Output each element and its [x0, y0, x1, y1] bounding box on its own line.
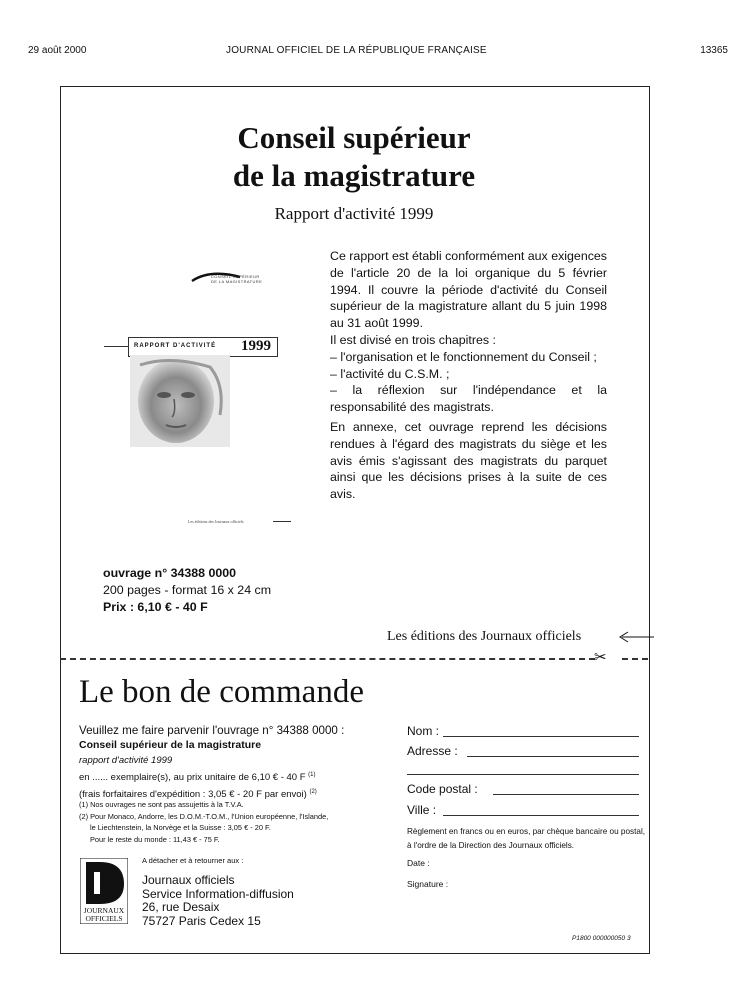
- footnote: Pour le reste du monde : 11,43 € - 75 F.: [90, 834, 220, 844]
- cut-line: [60, 658, 595, 660]
- marianne-portrait-image: [130, 355, 230, 447]
- footnote: (1) Nos ouvrages ne sont pas assujettis à la T.V.A.: [79, 800, 244, 809]
- name-input-line[interactable]: [443, 736, 639, 737]
- book-description: [330, 248, 607, 503]
- address-line: 75727 Paris Cedex 15: [142, 913, 261, 928]
- cover-rule: [104, 346, 128, 347]
- book-subtitle: Rapport d'activité 1999: [274, 204, 434, 223]
- address-input-line-2[interactable]: [407, 774, 639, 775]
- request-book-subtitle: rapport d'activité 1999: [79, 755, 173, 766]
- header-journal-title: JOURNAL OFFICIEL DE LA RÉPUBLIQUE FRANÇAISE: [226, 45, 487, 56]
- postal-code-field[interactable]: [407, 782, 639, 796]
- book-cover: [118, 255, 298, 535]
- cover-arrow-icon: [273, 521, 291, 522]
- cover-title-label: [128, 337, 278, 357]
- return-address: [142, 874, 294, 928]
- book-order-info: [103, 565, 271, 616]
- date-label: Date :: [407, 858, 430, 868]
- request-quantity-line: en ...... exemplaire(s), au prix unitaire de 6,10 € - 40 F $^{(1)}$: [79, 772, 316, 784]
- address-field-2[interactable]: [407, 762, 639, 776]
- book-title-line2: de la magistrature: [232, 158, 476, 193]
- address-line: Service Information-diffusion: [142, 886, 294, 901]
- request-book-title: Conseil supérieur de la magistrature: [79, 739, 262, 751]
- description-chapter: – la réflexion sur l'indépendance et la responsabilité des magistrats.: [330, 383, 607, 415]
- cover-publisher: Les éditions des Journaux officiels: [188, 519, 244, 524]
- document-reference: P1800 000000050 3: [572, 935, 631, 942]
- header-date: 29 août 2000: [28, 45, 87, 56]
- footnote: (2) Pour Monaco, Andorre, les D.O.M.-T.O.M., l'Union européenne, l'Islande,: [79, 811, 329, 821]
- address-line: Journaux officiels: [142, 873, 235, 887]
- cover-label-text: RAPPORT D'ACTIVITÉ: [134, 343, 217, 349]
- arrow-left-icon: [618, 630, 654, 644]
- detach-instruction: A détacher et à retourner aux :: [142, 856, 244, 865]
- logo-text-journaux: JOURNAUX: [83, 906, 125, 915]
- header-page-number: 13365: [700, 45, 728, 56]
- description-annex: En annexe, cet ouvrage reprend les décisions rendues à l'égard des magistrats du siège et les avis émis s'agissant des magistrats du parquet ainsi que les décisions prises à la suite de ces avis.: [330, 419, 607, 502]
- request-line: Veuillez me faire parvenir l'ouvrage n° 34388 0000 :: [79, 724, 345, 737]
- logo-text-officiels: OFFICIELS: [85, 914, 123, 923]
- description-chapter: – l'activité du C.S.M. ;: [330, 366, 450, 381]
- address-label: Adresse :: [407, 744, 458, 758]
- scissors-icon: ✂: [594, 649, 607, 666]
- description-chapters-intro: Il est divisé en trois chapitres :: [330, 332, 496, 347]
- payment-instructions: Règlement en francs ou en euros, par chèque bancaire ou postal, à l'ordre de la Direction des Journaux officiels.: [407, 827, 646, 850]
- signature-label: Signature :: [407, 879, 449, 889]
- footnotes: [79, 799, 409, 845]
- order-request: [79, 723, 399, 802]
- city-label: Ville :: [407, 803, 437, 817]
- journaux-officiels-logo: [80, 858, 128, 924]
- address-input-line[interactable]: [467, 756, 639, 757]
- city-field[interactable]: [407, 803, 639, 817]
- footnote: le Liechtenstein, la Norvège et la Suisse : 3,05 € - 20 F.: [90, 823, 271, 832]
- address-line: 26, rue Desaix: [142, 900, 220, 915]
- name-field[interactable]: [407, 724, 639, 738]
- book-title-line1: Conseil supérieur: [237, 120, 471, 155]
- page-header: [28, 45, 728, 59]
- city-input-line[interactable]: [443, 815, 639, 816]
- cover-year: 1999: [241, 338, 271, 354]
- book-number: ouvrage n° 34388 0000: [103, 566, 237, 580]
- postal-code-input-line[interactable]: [493, 794, 639, 795]
- book-price: Prix : 6,10 € - 40 F: [103, 600, 208, 614]
- description-chapter: – l'organisation et le fonctionnement du Conseil ;: [330, 349, 597, 364]
- address-field[interactable]: [407, 744, 639, 758]
- book-format: 200 pages - format 16 x 24 cm: [103, 583, 272, 597]
- order-form-title: Le bon de commande: [79, 674, 364, 710]
- cover-logo-text: CONSEIL SUPÉRIEUR DE LA MAGISTRATURE: [211, 274, 263, 284]
- postal-code-label: Code postal :: [407, 782, 478, 796]
- name-label: Nom :: [407, 724, 440, 738]
- request-shipping-line: (frais forfaitaires d'expédition : 3,05 € - 20 F par envoi) $^{(2)}$: [79, 789, 317, 801]
- description-paragraph: Ce rapport est établi conformément aux exigences de l'article 20 de la loi organique du 5 février 1994. Il couvre la période d'activité du Conseil supérieur de la magistrature allant du 5 juin 1998 au 31 août 1999.: [330, 249, 607, 331]
- cut-line-end: [622, 658, 648, 660]
- publisher-name: Les éditions des Journaux officiels: [387, 629, 582, 644]
